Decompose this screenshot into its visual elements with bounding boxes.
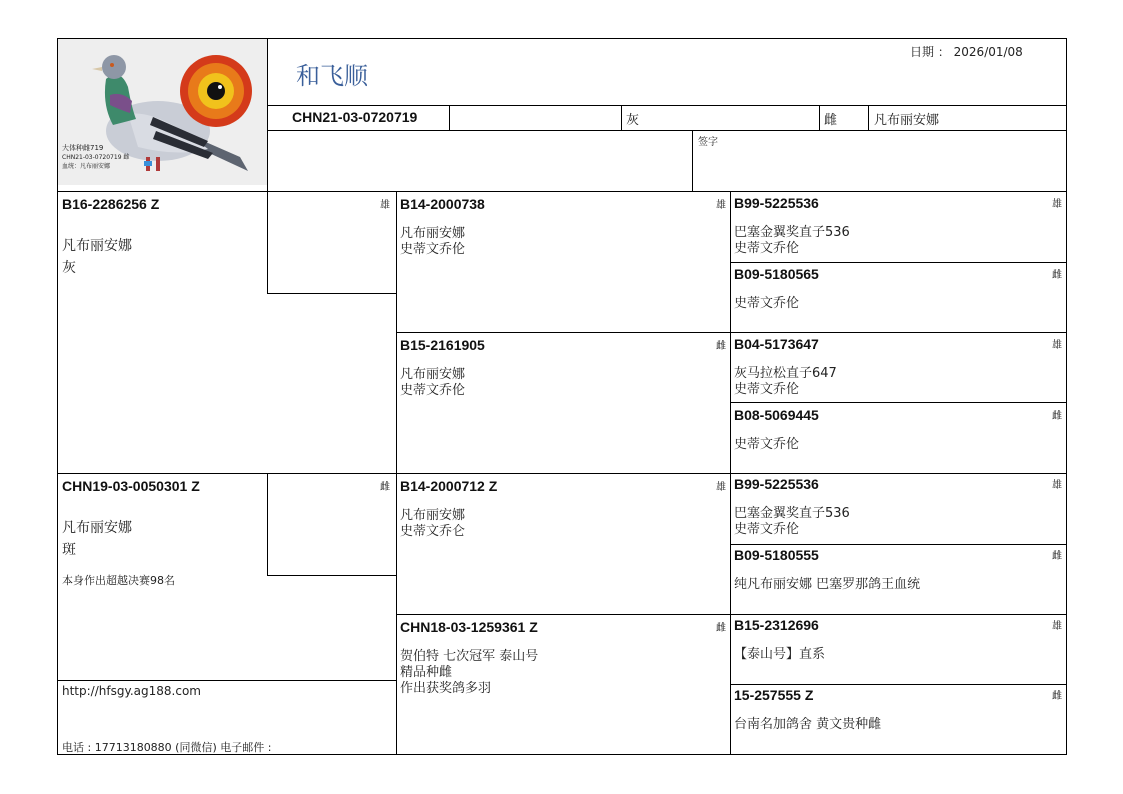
gen3-desc: 巴塞金翼奖直子536 史蒂文乔伦 [734, 506, 850, 537]
pedigree-title: 和飞顺 [296, 62, 368, 90]
signature-label: 签字 [698, 137, 718, 148]
sire-sex: 雄 [380, 200, 390, 211]
gen3-card [734, 336, 1062, 400]
subject-ring: CHN21-03-0720719 [292, 109, 418, 125]
gen3-card [734, 617, 1062, 681]
dam-card [62, 478, 262, 598]
gen3-sex: 雌 [1052, 551, 1062, 562]
dam-sex: 雌 [380, 482, 390, 493]
gen3-desc: 纯凡布丽安娜 巴塞罗那鸽王血统 [734, 577, 921, 592]
date-value: 2026/01/08 [953, 45, 1023, 59]
gen3-desc: 史蒂文乔伦 [734, 296, 800, 311]
gen3-desc: 灰马拉松直子647 史蒂文乔伦 [734, 366, 837, 397]
gen3-ring: B09-5180555 [734, 547, 819, 563]
subject-color: 灰 [626, 113, 640, 128]
dam-ring: CHN19-03-0050301 Z [62, 478, 200, 494]
gen2-ring: B14-2000712 Z [400, 478, 498, 494]
sire-strain: 凡布丽安娜 [62, 238, 132, 254]
gen3-desc: 史蒂文乔伦 [734, 437, 800, 452]
gen2-sex: 雌 [716, 341, 726, 352]
dam-color: 斑 [62, 542, 76, 558]
gen3-sex: 雌 [1052, 411, 1062, 422]
subject-strain: 凡布丽安娜 [874, 113, 940, 128]
gen3-sex: 雄 [1052, 199, 1062, 210]
gen3-ring: B09-5180565 [734, 266, 819, 282]
gen3-ring: B99-5225536 [734, 195, 819, 211]
gen3-sex: 雄 [1052, 621, 1062, 632]
gen3-card [734, 687, 1062, 751]
gen2-ring: B14-2000738 [400, 196, 485, 212]
gen2-card [400, 478, 726, 608]
gen3-desc: 台南名加鸽舍 黄文贵种雌 [734, 717, 882, 732]
date-label: 日期 ： [910, 45, 950, 59]
photo-caption-line: CHN21-03-0720719 雌 [62, 154, 130, 161]
sire-ring: B16-2286256 Z [62, 196, 160, 212]
gen3-ring: B08-5069445 [734, 407, 819, 423]
dam-strain: 凡布丽安娜 [62, 520, 132, 536]
gen3-sex: 雄 [1052, 480, 1062, 491]
gen3-card [734, 195, 1062, 259]
gen3-card [734, 266, 1062, 330]
gen3-ring: B15-2312696 [734, 617, 819, 633]
gen3-card [734, 476, 1062, 540]
gen3-sex: 雌 [1052, 270, 1062, 281]
gen3-desc: 巴塞金翼奖直子536 史蒂文乔伦 [734, 225, 850, 256]
gen3-desc: 【泰山号】直系 [734, 647, 826, 662]
subject-sex: 雌 [824, 113, 838, 128]
photo-caption-line: 血统：凡布丽安娜 [62, 163, 111, 170]
gen2-sex: 雄 [716, 482, 726, 493]
gen2-card [400, 619, 726, 749]
footer-contact: 电话 : 17713180880 (同微信) 电子邮件 : [62, 741, 272, 754]
gen2-sex: 雌 [716, 623, 726, 634]
photo-caption [62, 144, 142, 171]
gen2-desc: 凡布丽安娜 史蒂文乔仑 [400, 508, 466, 539]
photo-caption-line: 大体种雌719 [62, 144, 104, 152]
gen3-card [734, 407, 1062, 471]
gen3-ring: 15-257555 Z [734, 687, 814, 703]
gen2-desc: 贺伯特 七次冠军 泰山号 精品种雌 作出获奖鸽多羽 [400, 649, 539, 696]
dam-note: 本身作出超越决赛98名 [62, 574, 175, 587]
print-date [910, 43, 1023, 60]
gen2-desc: 凡布丽安娜 史蒂文乔伦 [400, 226, 466, 257]
gen2-desc: 凡布丽安娜 史蒂文乔伦 [400, 367, 466, 398]
gen2-sex: 雄 [716, 200, 726, 211]
gen2-card [400, 196, 726, 326]
gen3-ring: B04-5173647 [734, 336, 819, 352]
footer-url[interactable]: http://hfsgy.ag188.com [62, 684, 201, 698]
sire-color: 灰 [62, 260, 76, 276]
gen2-ring: B15-2161905 [400, 337, 485, 353]
sire-card [62, 196, 262, 286]
gen3-ring: B99-5225536 [734, 476, 819, 492]
gen3-sex: 雄 [1052, 340, 1062, 351]
gen2-card [400, 337, 726, 467]
gen3-sex: 雌 [1052, 691, 1062, 702]
gen3-card [734, 547, 1062, 611]
bird-photo [58, 39, 267, 185]
gen2-ring: CHN18-03-1259361 Z [400, 619, 538, 635]
